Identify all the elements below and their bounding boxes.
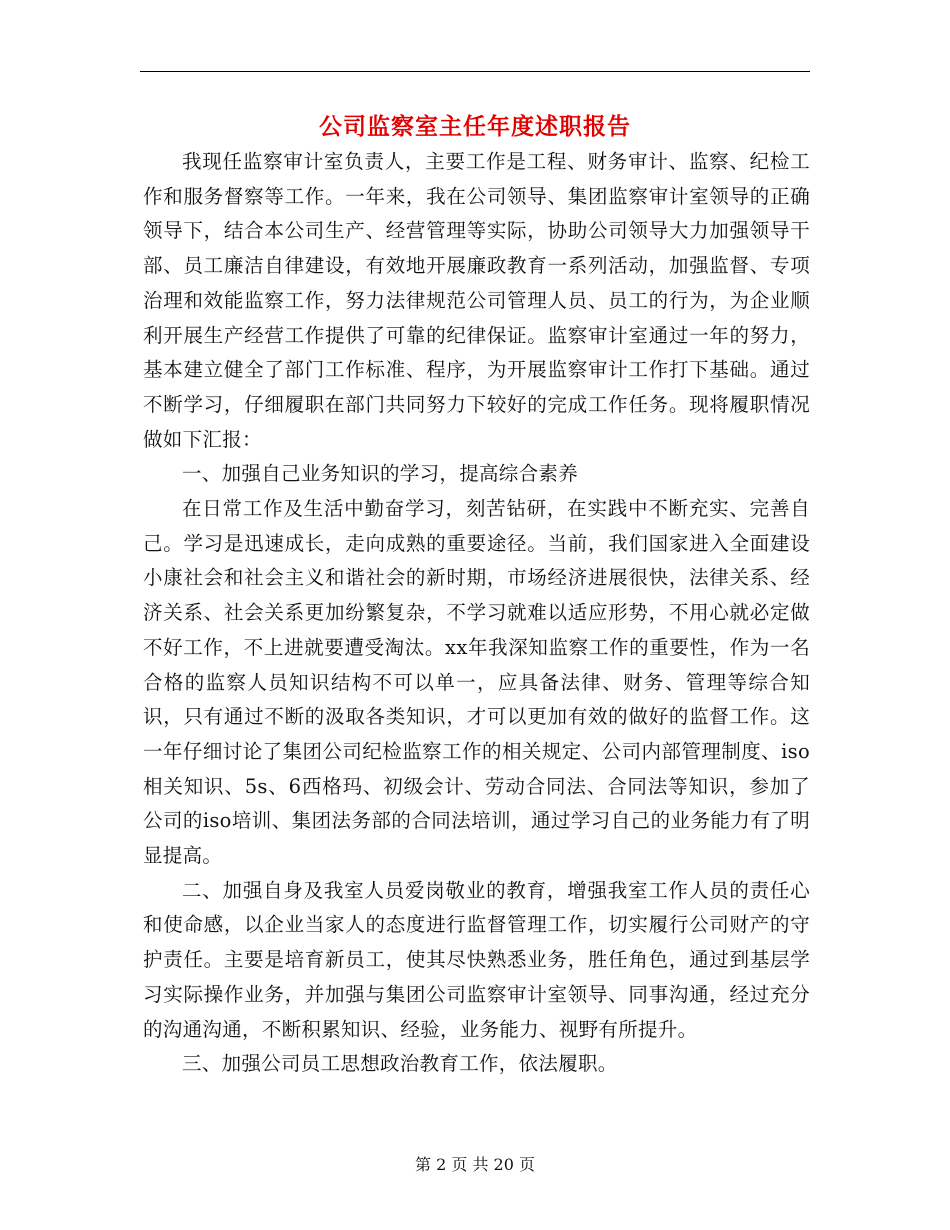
document-body	[143, 145, 810, 1082]
section-heading-3: 三、加强公司员工思想政治教育工作，依法履职。	[182, 1052, 618, 1076]
header-rule	[140, 71, 810, 72]
paragraph-study: 在日常工作及生活中勤奋学习，刻苦钻研，在实践中不断充实、完善自己。学习是迅速成长，走向成熟的重要途径。当前，我们国家进入全面建设小康社会和社会主义和谐社会的新时期，市场经济进展很快，法律关系、经济关系、社会关系更加纷繁复杂，不学习就难以适应形势，不用心就必定做不好工作，不上进就要遭受淘汰。xx年我深知监察工作的重要性，作为一名合格的监察人员知识结构不可以单一，应具备法律、财务、管理等综合知识，只有通过不断的汲取各类知识，才可以更加有效的做好的监督工作。这一年仔细讨论了集团公司纪检监察工作的相关规定、公司内部管理制度、iso相关知识、5s、6西格玛、初级会计、劳动合同法、合同法等知识，参加了公司的iso培训、集团法务部的合同法培训，通过学习自己的业务能力有了明显提高。	[143, 497, 810, 868]
paragraph-intro: 我现任监察审计室负责人，主要工作是工程、财务审计、监察、纪检工作和服务督察等工作。一年来，我在公司领导、集团监察审计室领导的正确领导下，结合本公司生产、经营管理等实际，协助公司领导大力加强领导干部、员工廉洁自律建设，有效地开展廉政教育一系列活动，加强监督、专项治理和效能监察工作，努力法律规范公司管理人员、员工的行为，为企业顺利开展生产经营工作提供了可靠的纪律保证。监察审计室通过一年的努力，基本建立健全了部门工作标准、程序，为开展监察审计工作打下基础。通过不断学习，仔细履职在部门共同努力下较好的完成工作任务。现将履职情况做如下汇报：	[143, 150, 810, 451]
document-title: 公司监察室主任年度述职报告	[319, 113, 631, 140]
section-heading-1: 一、加强自己业务知识的学习，提高综合素养	[182, 462, 579, 486]
page-number-footer: 第 2 页 共 20 页	[415, 1155, 535, 1174]
section-paragraph-2: 二、加强自身及我室人员爱岗敬业的教育，增强我室工作人员的责任心和使命感，以企业当家人的态度进行监督管理工作，切实履行公司财产的守护责任。主要是培育新员工，使其尽快熟悉业务，胜任角色，通过到基层学习实际操作业务，并加强与集团公司监察审计室领导、同事沟通，经过充分的沟通沟通，不断积累知识、经验，业务能力、视野有所提升。	[143, 878, 810, 1041]
